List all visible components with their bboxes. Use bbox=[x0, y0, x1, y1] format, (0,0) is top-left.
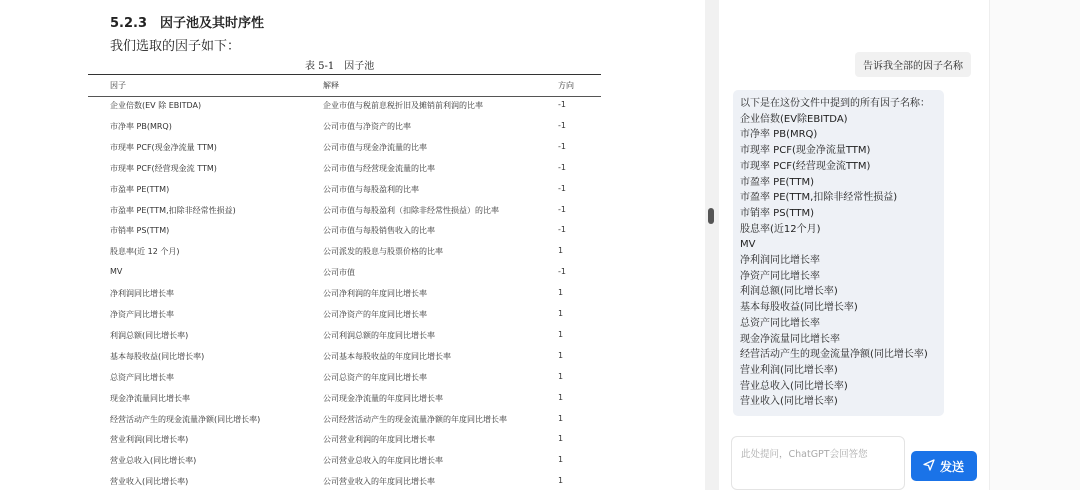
factor-definition-cell: 公司市值与经营现金流量的比率 bbox=[323, 163, 435, 173]
answer-factor-line: 营业总收入(同比增长率) bbox=[740, 380, 848, 392]
factor-definition-cell: 公司经营活动产生的现金流量净额的年度同比增长率 bbox=[323, 414, 507, 424]
factor-name-cell: 基本每股收益(同比增长率) bbox=[110, 351, 205, 361]
answer-factor-line: 经营活动产生的现金流量净额(同比增长率) bbox=[740, 349, 928, 361]
table-caption: 表 5-1 因子池 bbox=[305, 61, 375, 72]
factor-name-cell: 市净率 PB(MRQ) bbox=[110, 121, 172, 131]
answer-factor-line: 市现率 PCF(经营现金流TTM) bbox=[740, 160, 871, 172]
resize-handle[interactable] bbox=[708, 208, 714, 224]
factor-direction-cell: -1 bbox=[558, 183, 566, 193]
factor-name-cell: 市盈率 PE(TTM) bbox=[110, 184, 170, 194]
factor-direction-cell: 1 bbox=[558, 413, 564, 423]
factor-direction-cell: 1 bbox=[558, 329, 564, 339]
answer-factor-line: 市净率 PB(MRQ) bbox=[740, 129, 818, 141]
user-message: 告诉我全部的因子名称 bbox=[855, 52, 971, 77]
factor-definition-cell: 公司营业总收入的年度同比增长率 bbox=[323, 456, 443, 466]
intro-text: 我们选取的因子如下： bbox=[110, 39, 241, 54]
table-row bbox=[0, 409, 705, 430]
answer-factor-line: 市盈率 PE(TTM,扣除非经常性损益) bbox=[740, 192, 898, 204]
answer-factor-line: 股息率(近12个月) bbox=[740, 223, 821, 235]
factor-definition-cell: 公司市值与净资产的比率 bbox=[323, 121, 411, 131]
answer-factor-line: 市现率 PCF(现金净流量TTM) bbox=[740, 145, 871, 157]
column-header-explanation: 解释 bbox=[323, 81, 339, 90]
column-header-factor: 因子 bbox=[110, 81, 126, 90]
table-row bbox=[0, 450, 705, 471]
answer-factor-line: 市销率 PS(TTM) bbox=[740, 207, 815, 219]
factor-name-cell: 营业总收入(同比增长率) bbox=[110, 456, 197, 466]
answer-factor-line: MV bbox=[740, 239, 756, 251]
assistant-message bbox=[733, 90, 944, 416]
factor-direction-cell: 1 bbox=[558, 476, 564, 486]
factor-name-cell: 股息率(近 12 个月) bbox=[110, 247, 180, 257]
factor-name-cell: 净资产同比增长率 bbox=[110, 310, 174, 319]
table-row bbox=[0, 241, 705, 262]
factor-direction-cell: 1 bbox=[558, 288, 564, 298]
factor-direction-cell: -1 bbox=[558, 100, 566, 109]
table-row bbox=[0, 283, 705, 304]
section-title: 5.2.3 因子池及其时序性 bbox=[110, 16, 265, 31]
table-row bbox=[0, 137, 705, 158]
table-row bbox=[0, 429, 705, 450]
answer-factor-line: 现金净流量同比增长率 bbox=[740, 333, 840, 345]
answer-intro: 以下是在这份文件中提到的所有因子名称： bbox=[740, 98, 930, 109]
factor-definition-cell: 公司净资产的年度同比增长率 bbox=[323, 310, 427, 319]
factor-definition-cell: 企业市值与税前息税折旧及摊销前利润的比率 bbox=[323, 101, 483, 110]
answer-factor-line: 净资产同比增长率 bbox=[740, 270, 820, 282]
send-button[interactable] bbox=[911, 451, 977, 481]
factor-direction-cell: 1 bbox=[558, 455, 564, 465]
factor-name-cell: 市现率 PCF(经营现金流 TTM) bbox=[110, 163, 217, 173]
table-row bbox=[0, 325, 705, 346]
factor-direction-cell: -1 bbox=[558, 267, 566, 277]
table-row bbox=[0, 346, 705, 367]
send-label: 发送 bbox=[940, 460, 965, 474]
factor-name-cell: 经营活动产生的现金流量净额(同比增长率) bbox=[110, 414, 261, 424]
factor-direction-cell: -1 bbox=[558, 120, 566, 130]
factor-definition-cell: 公司营业收入的年度同比增长率 bbox=[323, 477, 435, 487]
pane-divider[interactable] bbox=[705, 0, 719, 490]
factor-definition-cell: 公司派发的股息与股票价格的比率 bbox=[323, 247, 443, 257]
factor-definition-cell: 公司市值与现金净流量的比率 bbox=[323, 142, 427, 152]
factor-direction-cell: 1 bbox=[558, 371, 564, 381]
table-row bbox=[0, 200, 705, 221]
table-top-rule bbox=[88, 74, 601, 75]
factor-definition-cell: 公司市值与每股销售收入的比率 bbox=[323, 226, 435, 236]
answer-factor-line: 营业收入(同比增长率) bbox=[740, 396, 838, 408]
factor-name-cell: 市盈率 PE(TTM,扣除非经常性损益) bbox=[110, 205, 236, 215]
factor-name-cell: 净利润同比增长率 bbox=[110, 289, 174, 299]
send-icon bbox=[923, 459, 935, 471]
factor-definition-cell: 公司利润总额的年度同比增长率 bbox=[323, 330, 435, 340]
factor-name-cell: 市现率 PCF(现金净流量 TTM) bbox=[110, 142, 217, 152]
answer-factor-line: 净利润同比增长率 bbox=[740, 255, 820, 267]
table-row bbox=[0, 179, 705, 200]
factor-direction-cell: -1 bbox=[558, 141, 566, 151]
factor-definition-cell: 公司市值与每股盈利的比率 bbox=[323, 184, 419, 194]
factor-direction-cell: 1 bbox=[558, 434, 564, 444]
factor-direction-cell: -1 bbox=[558, 162, 566, 172]
factor-direction-cell: 1 bbox=[558, 392, 564, 402]
factor-direction-cell: -1 bbox=[558, 225, 566, 235]
answer-factor-line: 企业倍数(EV除EBITDA) bbox=[740, 113, 848, 125]
answer-factor-line: 利润总额(同比增长率) bbox=[740, 286, 838, 298]
factor-direction-cell: 1 bbox=[558, 350, 564, 360]
table-row bbox=[0, 95, 705, 116]
factor-name-cell: MV bbox=[110, 267, 123, 277]
table-row bbox=[0, 367, 705, 388]
column-header-direction: 方向 bbox=[558, 81, 574, 90]
right-gutter bbox=[990, 0, 1080, 490]
table-row bbox=[0, 304, 705, 325]
factor-name-cell: 营业收入(同比增长率) bbox=[110, 477, 189, 487]
question-input[interactable] bbox=[731, 436, 905, 490]
factor-name-cell: 市销率 PS(TTM) bbox=[110, 226, 170, 236]
factor-definition-cell: 公司市值与每股盈利（扣除非经常性损益）的比率 bbox=[323, 205, 499, 215]
factor-direction-cell: 1 bbox=[558, 246, 564, 256]
answer-factor-line: 营业利润(同比增长率) bbox=[740, 364, 838, 376]
factor-name-cell: 现金净流量同比增长率 bbox=[110, 393, 190, 403]
table-row bbox=[0, 158, 705, 179]
answer-factor-line: 总资产同比增长率 bbox=[740, 317, 820, 329]
factor-definition-cell: 公司营业利润的年度同比增长率 bbox=[323, 435, 435, 445]
factor-definition-cell: 公司总资产的年度同比增长率 bbox=[323, 372, 427, 382]
table-row bbox=[0, 388, 705, 409]
factor-name-cell: 总资产同比增长率 bbox=[110, 372, 174, 382]
table-row bbox=[0, 116, 705, 137]
factor-definition-cell: 公司基本每股收益的年度同比增长率 bbox=[323, 351, 451, 361]
answer-factor-line: 基本每股收益(同比增长率) bbox=[740, 302, 858, 314]
table-row bbox=[0, 471, 705, 490]
factor-name-cell: 营业利润(同比增长率) bbox=[110, 435, 189, 445]
factor-name-cell: 企业倍数(EV 除 EBITDA) bbox=[110, 101, 202, 110]
factor-definition-cell: 公司净利润的年度同比增长率 bbox=[323, 289, 427, 299]
factor-name-cell: 利润总额(同比增长率) bbox=[110, 330, 189, 340]
factor-direction-cell: -1 bbox=[558, 204, 566, 214]
factor-definition-cell: 公司现金净流量的年度同比增长率 bbox=[323, 393, 443, 403]
table-row bbox=[0, 220, 705, 241]
factor-definition-cell: 公司市值 bbox=[323, 268, 355, 278]
table-row bbox=[0, 262, 705, 283]
answer-factor-line: 市盈率 PE(TTM) bbox=[740, 176, 814, 188]
factor-direction-cell: 1 bbox=[558, 309, 564, 318]
input-placeholder: 此处提问，ChatGPT会回答您 bbox=[741, 449, 868, 460]
